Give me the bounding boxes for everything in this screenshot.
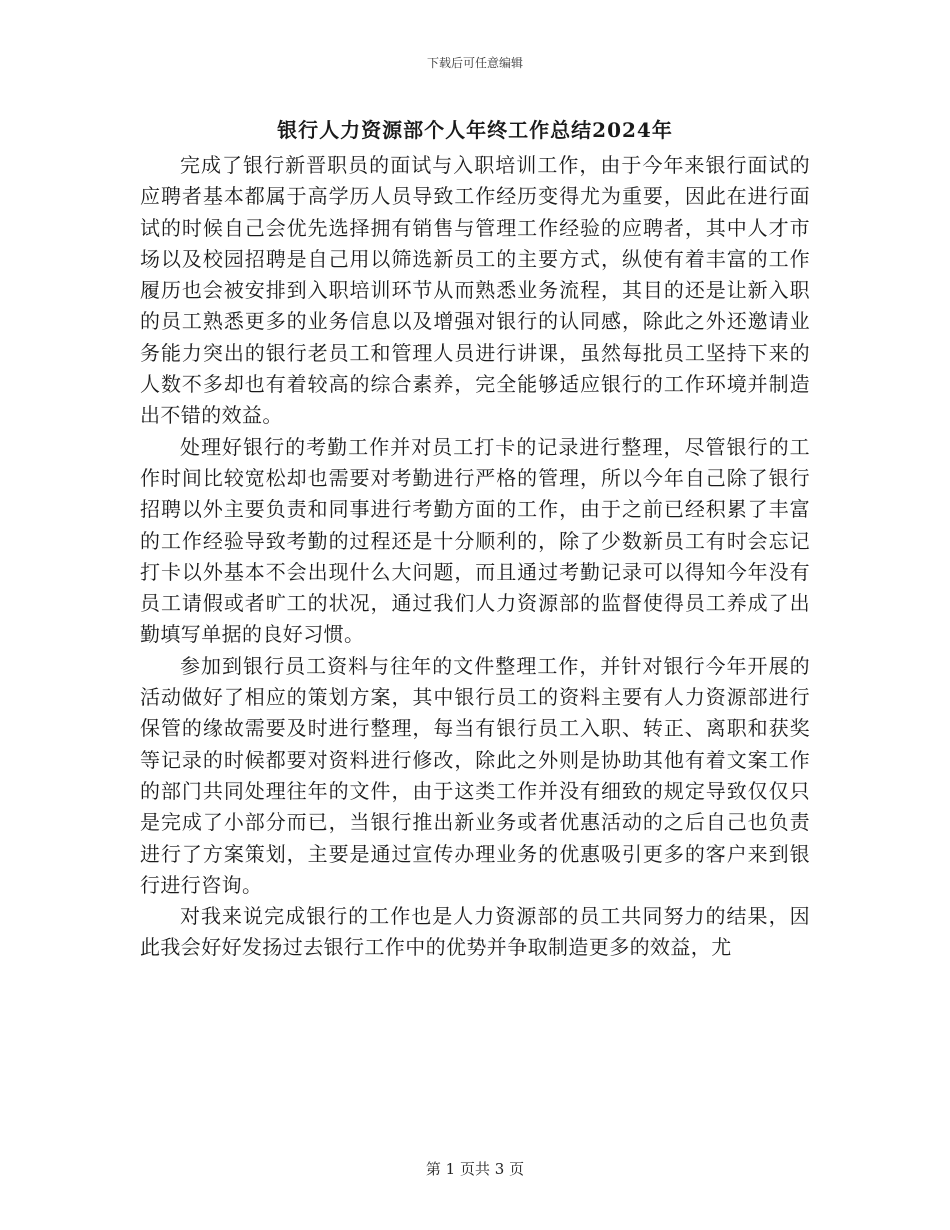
document-title: 银行人力资源部个人年终工作总结2024年 bbox=[277, 118, 673, 142]
paragraph-attendance: 处理好银行的考勤工作并对员工打卡的记录进行整理，尽管银行的工作时间比较宽松却也需要对考勤进行严格的管理，所以今年自己除了银行招聘以外主要负责和同事进行考勤方面的工作，由于之前已经积累了丰富的工作经验导致考勤的过程还是十分顺利的，除了少数新员工有时会忘记打卡以外基本不会出现什么大问题，而且通过考勤记录可以得知今年没有员工请假或者旷工的状况，通过我们人力资源部的监督使得员工养成了出勤填写单据的良好习惯。 bbox=[140, 434, 810, 647]
paragraph-summary: 对我来说完成银行的工作也是人力资源部的员工共同努力的结果，因此我会好好发扬过去银行工作中的优势并争取制造更多的效益，尤 bbox=[140, 904, 810, 960]
page-footer: 第 1 页共 3 页 bbox=[425, 1160, 525, 1178]
paragraph-records: 参加到银行员工资料与往年的文件整理工作，并针对银行今年开展的活动做好了相应的策划方案，其中银行员工的资料主要有人力资源部进行保管的缘故需要及时进行整理，每当有银行员工入职、转正、离职和获奖等记录的时候都要对资料进行修改，除此之外则是协助其他有着文案工作的部门共同处理往年的文件，由于这类工作并没有细致的规定导致仅仅只是完成了小部分而已，当银行推出新业务或者优惠活动的之后自己也负责进行了方案策划，主要是通过宣传办理业务的优惠吸引更多的客户来到银行进行咨询。 bbox=[140, 653, 810, 897]
paragraph-recruitment: 完成了银行新晋职员的面试与入职培训工作，由于今年来银行面试的应聘者基本都属于高学历人员导致工作经历变得尤为重要，因此在进行面试的时候自己会优先选择拥有销售与管理工作经验的应聘者，其中人才市场以及校园招聘是自己用以筛选新员工的主要方式，纵使有着丰富的工作履历也会被安排到入职培训环节从而熟悉业务流程，其目的还是让新入职的员工熟悉更多的业务信息以及增强对银行的认同感，除此之外还邀请业务能力突出的银行老员工和管理人员进行讲课，虽然每批员工坚持下来的人数不多却也有着较高的综合素养，完全能够适应银行的工作环境并制造出不错的效益。 bbox=[140, 153, 810, 428]
document-body bbox=[140, 150, 810, 964]
header-note: 下载后可任意编辑 bbox=[426, 56, 523, 70]
